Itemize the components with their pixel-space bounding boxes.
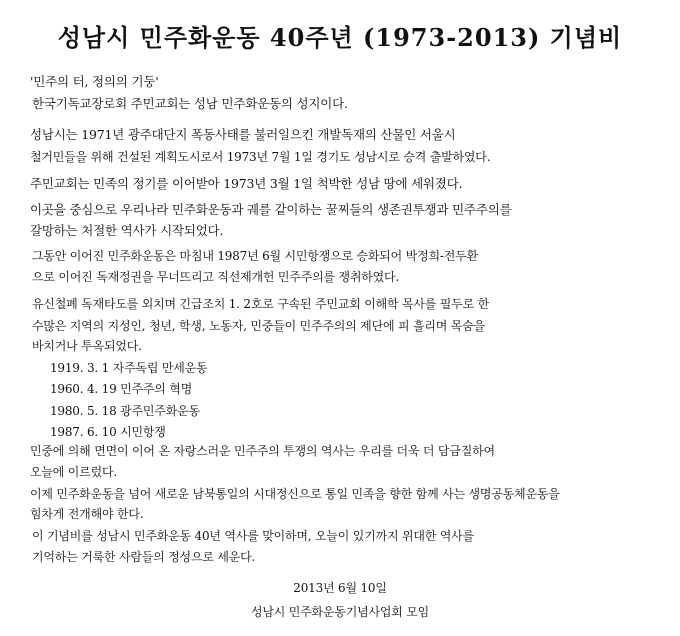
text-line: 기억하는 거룩한 사람들의 정성으로 세운다. bbox=[32, 550, 256, 564]
text-line: 이제 민주화운동을 넘어 새로운 남북통일의 시대정신으로 통일 민족을 향한 함께 사는 생명공동체운동을 bbox=[30, 487, 560, 501]
footer-author: 성남시 민주화운동기념사업회 모임 bbox=[250, 605, 430, 619]
document-title: 성남시 민주화운동 40주년 (1973-2013) 기념비 bbox=[57, 23, 623, 52]
milestone-item: 1960. 4. 19 민주주의 혁명 bbox=[50, 382, 193, 396]
milestone-item: 1980. 5. 18 광주민주화운동 bbox=[50, 404, 200, 418]
text-line: 그동안 이어진 민주화운동은 마침내 1987년 6월 시민항쟁으로 승화되어 박정희-전두환 bbox=[32, 249, 478, 263]
text-line: 이 기념비를 성남시 민주화운동 40년 역사를 맞이하며, 오늘이 있기까지 위대한 역사를 bbox=[32, 529, 474, 543]
footer-date: 2013년 6월 10일 bbox=[293, 581, 387, 595]
text-line: 철거민들을 위해 건설된 계획도시로서 1973년 7월 1일 경기도 성남시로 승격 출발하였다. bbox=[30, 150, 491, 164]
text-line: 갈망하는 처절한 역사가 시작되었다. bbox=[30, 223, 224, 238]
text-line: 으로 이어진 독재정권을 무너뜨리고 직선제개헌 민주주의를 쟁취하였다. bbox=[32, 270, 400, 284]
text-line: 유신철폐 독재타도를 외치며 긴급조치 1. 2호로 구속된 주민교회 이해학 목사를 필두로 한 bbox=[32, 297, 489, 311]
text-line: 민중에 의해 면면이 이어 온 자랑스러운 민주주의 투쟁의 역사는 우리를 더욱 더 담금질하여 bbox=[30, 444, 495, 458]
text-line: 수많은 지역의 지성인, 청년, 학생, 노동자, 민중들이 민주주의의 제단에 피 흘리며 목숨을 bbox=[32, 319, 485, 333]
milestone-item: 1987. 6. 10 시민항쟁 bbox=[50, 425, 166, 439]
text-line: 주민교회는 민족의 정기를 이어받아 1973년 3월 1일 척박한 성남 땅에 세워졌다. bbox=[30, 176, 463, 191]
subtitle: '민주의 터, 정의의 기둥' bbox=[30, 74, 159, 89]
text-line: 한국기독교장로회 주민교회는 성남 민주화운동의 성지이다. bbox=[32, 96, 348, 111]
text-line: 오늘에 이르렀다. bbox=[30, 465, 117, 479]
text-line: 이곳을 중심으로 우리나라 민주화운동과 궤를 같이하는 꿀찌들의 생존권투쟁과 민주주의를 bbox=[30, 202, 512, 217]
text-line: 힘차게 전개해야 한다. bbox=[30, 507, 144, 521]
text-line: 성남시는 1971년 광주대단지 폭동사태를 불러일으킨 개발독재의 산물인 서울시 bbox=[30, 127, 456, 142]
milestone-item: 1919. 3. 1 자주독립 만세운동 bbox=[50, 361, 208, 375]
text-line: 바치거나 투옥되었다. bbox=[32, 339, 142, 353]
